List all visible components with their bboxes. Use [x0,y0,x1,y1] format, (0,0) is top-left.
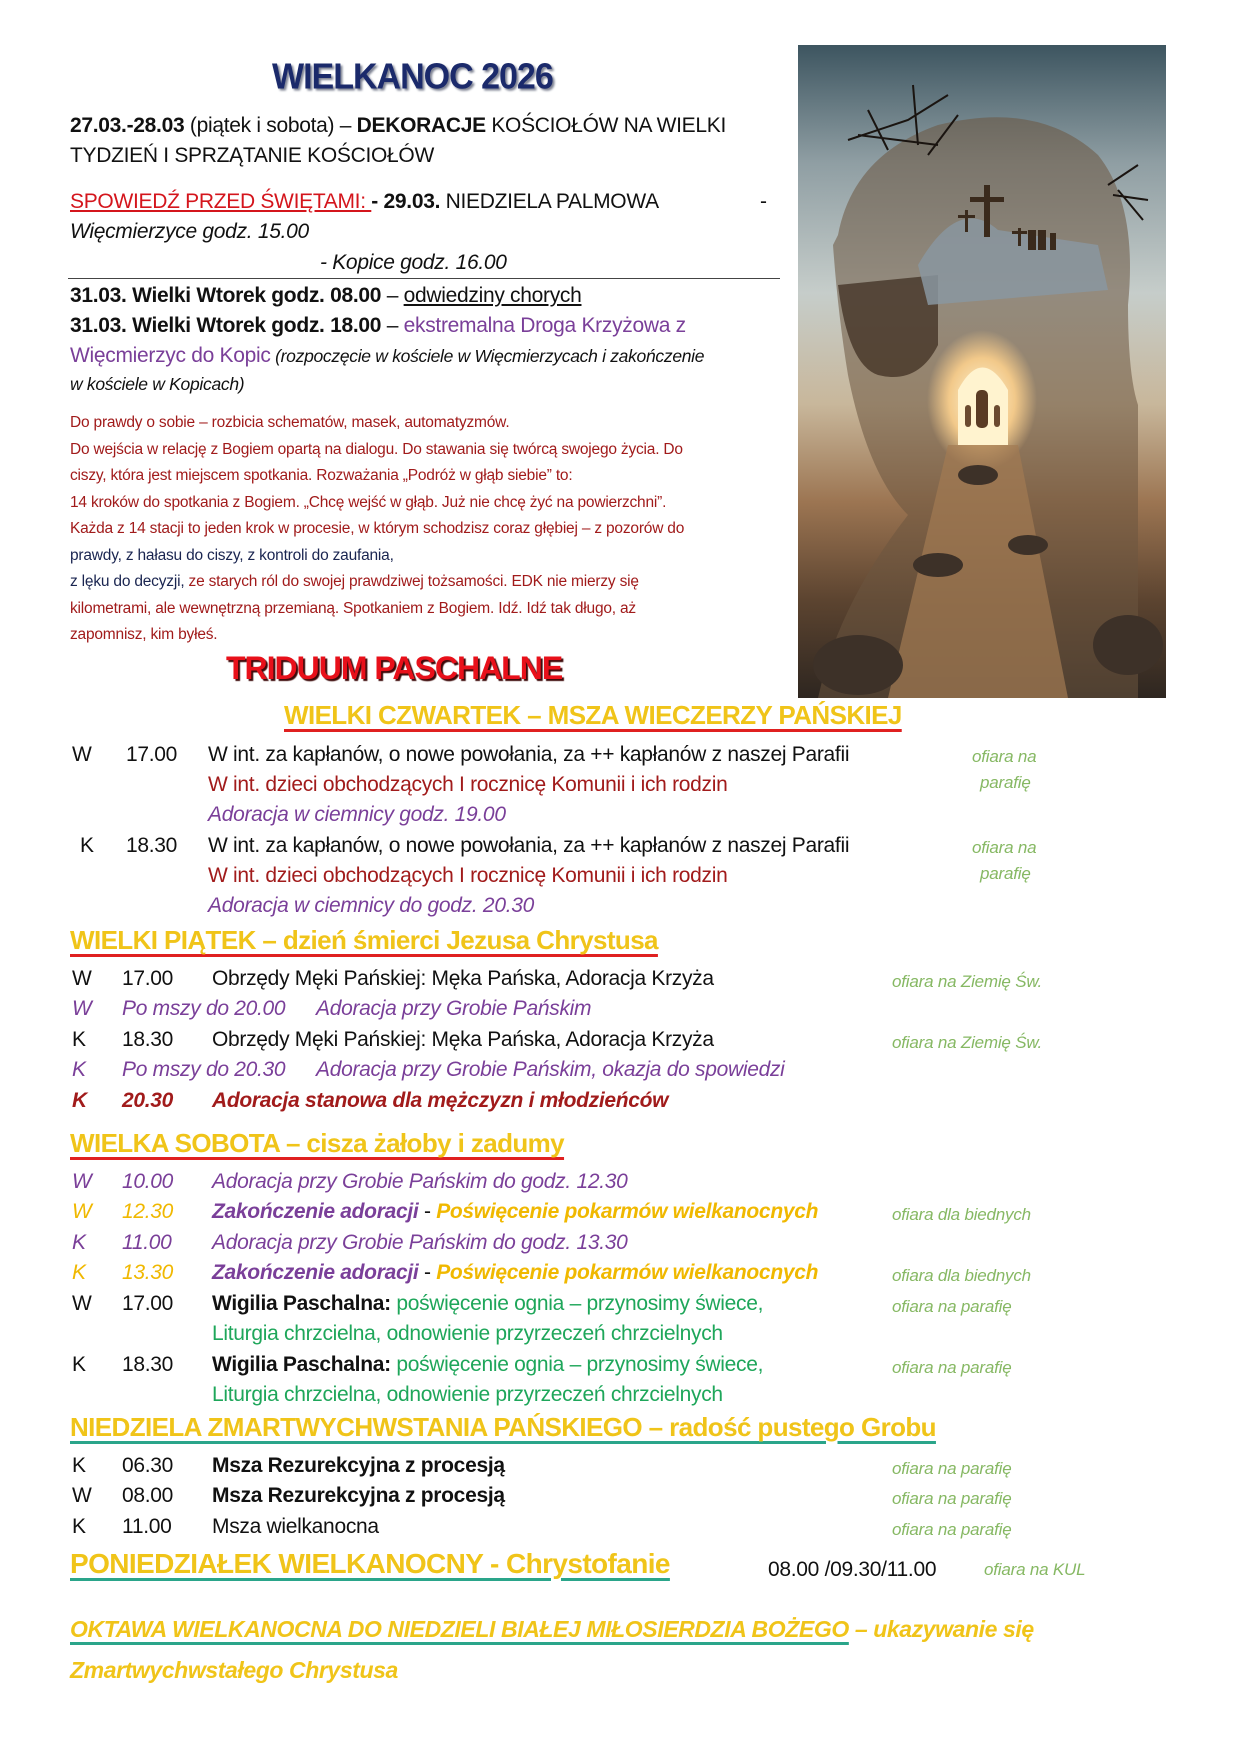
confession-dash: - [760,190,767,213]
mass-time: 11.00 [122,1515,172,1538]
saturday-vigil-row [0,1289,1240,1349]
adoration-note: Adoracja w ciemnicy do godz. 20.30 [208,894,534,917]
reflection-line: 14 kroków do spotkania z Bogiem. „Chcę wejść w głąb. Już nie chcę żyć na powierzchni”. [70,493,667,511]
church-code: K [72,1454,86,1477]
reflection-line: Do prawdy o sobie – rozbicia schematów, masek, automatyzmów. [70,414,510,431]
monday-times: 08.00 /09.30/11.00 [768,1558,937,1581]
service-desc [212,1197,818,1227]
sunday-row [0,1481,1240,1511]
vigil-label: Wigilia Paschalna: [212,1292,391,1315]
mass-time: 18.30 [126,834,178,857]
decoration-rest: KOŚCIOŁÓW NA WIELKI [485,114,727,137]
vigil-fire: poświęcenie ognia – przynosimy świece, [390,1353,764,1376]
service-desc: Obrzędy Męki Pańskiej: Męka Pańska, Adoracja Krzyża [212,967,714,990]
service-desc: Obrzędy Męki Pańskiej: Męka Pańska, Adoracja Krzyża [212,1028,714,1051]
vigil-label: Wigilia Paschalna: [212,1353,391,1376]
friday-row [0,964,1240,994]
sunday-row [0,1451,1240,1481]
mass-time: 10.00 [122,1170,174,1193]
tuesday-way-event-2: Więcmierzyc do Kopic [70,344,271,367]
confession-label: SPOWIEDŹ PRZED ŚWIĘTAMI: [70,190,372,213]
confession-date: - 29.03. [371,190,441,213]
christ-profile-illustration [798,45,1166,698]
church-code: W [72,967,92,990]
service-desc: Msza Rezurekcyjna z procesją [212,1484,505,1507]
sunday-row [0,1512,1240,1542]
offering: ofiara na [972,838,1037,857]
mass-time: 11.00 [122,1231,172,1254]
service-desc: Msza wielkanocna [212,1515,379,1538]
church-code: W [72,1484,92,1507]
mass-time: 08.00 [122,1484,174,1507]
octave-line-2: Zmartwychwstałego Chrystusa [70,1657,398,1683]
triduum-title: TRIDUUM PASCHALNE [226,650,563,686]
tuesday-way-line-2 [70,341,704,371]
confession-place-2: - Kopice godz. 16.00 [320,251,507,274]
friday-heading: WIELKI PIĄTEK – dzień śmierci Jezusa Chrystusa [70,925,658,955]
tuesday-visit-event: odwiedziny chorych [403,284,582,307]
reflection-line: Do wejścia w relację z Bogiem opartą na dialogu. Do stawania się twórcą swojego życia. Do [70,440,683,458]
thursday-row-w [0,740,1240,832]
church-code: K [72,1353,86,1376]
reflection-line: Każda z 14 stacji to jeden krok w procesie, w którym schodzisz coraz głębiej – z pozorów do [70,520,685,537]
decoration-dates: 27.03.-28.03 [70,114,185,137]
saturday-row [0,1228,1240,1258]
offering: parafię [980,773,1031,792]
reflection-text [70,410,790,649]
service-desc: Adoracja przy Grobie Pańskim [316,997,592,1020]
offering: ofiara na Ziemię Św. [892,1033,1043,1052]
reflection-fragment: ze starych ról do swojej prawdziwej tożsamości. EDK nie mierzy się [184,573,639,590]
mass-intention: W int. za kapłanów, o nowe powołania, za ++ kapłanów z naszej Parafii [208,834,850,857]
tuesday-visit-dash: – [381,284,404,307]
monday-heading: PONIEDZIAŁEK WIELKANOCNY - Chrystofanie [70,1548,670,1579]
reflection-fragment: z lęku do decyzji, [70,573,185,590]
mass-time: 17.00 [122,1292,174,1315]
thursday-row-k [0,831,1240,923]
octave-title: OKTAWA WIELKANOCNA DO NIEDZIELI BIAŁEJ MIŁOSIERDZIA BOŻEGO [70,1616,849,1642]
offering: ofiara dla biednych [892,1266,1031,1285]
friday-row [0,1025,1240,1055]
tuesday-way-event-1: ekstremalna Droga Krzyżowa z [403,314,686,337]
tuesday-way-bold: 31.03. Wielki Wtorek godz. 18.00 [70,314,382,337]
reflection-line: zapomnisz, kim byłeś. [70,626,218,643]
adoration-end: Zakończenie adoracji [212,1261,419,1284]
church-code: K [72,1515,86,1538]
monday-offering: ofiara na KUL [984,1560,1086,1579]
confession-day: NIEDZIELA PALMOWA [440,190,659,213]
mass-time: 20.30 [122,1089,174,1112]
tuesday-way-line-1 [70,311,686,341]
service-desc: Adoracja przy Grobie Pańskim do godz. 13.30 [212,1231,628,1254]
service-desc [212,1350,763,1380]
church-code: K [72,1058,86,1081]
friday-row [0,994,1240,1024]
church-code: W [72,1170,92,1193]
offering: ofiara na parafię [892,1520,1012,1539]
church-code: W [72,743,92,766]
church-code: K [72,1028,86,1051]
mass-intention-2: W int. dzieci obchodzących I rocznicę Komunii i ich rodzin [208,773,728,796]
saturday-row [0,1197,1240,1227]
thursday-heading: WIELKI CZWARTEK – MSZA WIECZERZY PAŃSKIEJ [284,700,902,730]
mass-time: 17.00 [126,743,178,766]
tuesday-visit-bold: 31.03. Wielki Wtorek godz. 08.00 [70,284,382,307]
reflection-line: prawdy, z hałasu do ciszy, z kontroli do zaufania, [70,546,394,564]
octave-line-1 [70,1616,1034,1643]
vigil-fire: poświęcenie ognia – przynosimy świece, [390,1292,764,1315]
saturday-heading: WIELKA SOBOTA – cisza żałoby i zadumy [70,1128,565,1158]
octave-rest: – ukazywanie się [848,1616,1034,1642]
mass-time: 18.30 [122,1028,174,1051]
tuesday-visit-line [70,281,581,311]
food-blessing: Poświęcenie pokarmów wielkanocnych [436,1261,819,1284]
service-desc: Adoracja stanowa dla mężczyzn i młodzieńców [212,1089,669,1112]
church-code: W [72,1292,92,1315]
saturday-row [0,1258,1240,1288]
offering: ofiara na parafię [892,1459,1012,1478]
saturday-row [0,1167,1240,1197]
offering: ofiara na [972,747,1037,766]
offering: parafię [980,864,1031,883]
tuesday-way-dash: – [381,314,404,337]
separator: - [418,1200,437,1223]
mass-time: Po mszy do 20.30 [122,1058,286,1081]
offering: ofiara na Ziemię Św. [892,972,1043,991]
adoration-end: Zakończenie adoracji [212,1200,419,1223]
decoration-line-1 [70,111,726,141]
church-code: K [80,834,94,857]
food-blessing: Poświęcenie pokarmów wielkanocnych [436,1200,819,1223]
confession-place-1: Więcmierzyce godz. 15.00 [70,220,309,243]
church-code: K [72,1261,86,1284]
service-desc: Adoracja przy Grobie Pańskim do godz. 12.30 [212,1170,628,1193]
divider [68,278,780,279]
church-code: K [72,1231,86,1254]
offering: ofiara na parafię [892,1489,1012,1508]
decoration-bold: DEKORACJE [356,114,486,137]
service-desc: Adoracja przy Grobie Pańskim, okazja do spowiedzi [316,1058,785,1081]
mass-time: 12.30 [122,1200,174,1223]
mass-intention: W int. za kapłanów, o nowe powołania, za ++ kapłanów z naszej Parafii [208,743,850,766]
confession-line [70,187,659,217]
friday-row [0,1055,1240,1085]
tuesday-way-note-1: (rozpoczęcie w kościele w Więcmierzycach i zakończenie [270,346,705,366]
sunday-heading: NIEDZIELA ZMARTWYCHWSTANIA PAŃSKIEGO – radość pustego Grobu [70,1412,936,1442]
church-code: W [72,997,92,1020]
page-title: WIELKANOC 2026 [272,57,553,97]
separator: - [418,1261,437,1284]
vigil-baptism: Liturgia chrzcielna, odnowienie przyrzeczeń chrzcielnych [212,1322,723,1345]
reflection-line: kilometrami, ale wewnętrzną przemianą. Spotkaniem z Bogiem. Idź. Idź tak długo, aż [70,599,636,617]
vigil-baptism: Liturgia chrzcielna, odnowienie przyrzeczeń chrzcielnych [212,1383,723,1406]
mass-time: 06.30 [122,1454,174,1477]
friday-row [0,1086,1240,1116]
mass-time: 17.00 [122,967,174,990]
church-code: K [72,1089,87,1112]
reflection-line: ciszy, która jest miejscem spotkania. Rozważania „Podróż w głąb siebie” to: [70,467,573,484]
service-desc [212,1289,763,1319]
mass-time: Po mszy do 20.00 [122,997,286,1020]
church-code: W [72,1200,92,1223]
offering: ofiara na parafię [892,1297,1012,1316]
decoration-line-2: TYDZIEŃ I SPRZĄTANIE KOŚCIOŁÓW [70,144,434,167]
decoration-days: (piątek i sobota) – [184,114,357,137]
offering: ofiara na parafię [892,1358,1012,1377]
christ-double-exposure-image [798,45,1166,698]
tuesday-way-note-2: w kościele w Kopicach) [70,374,245,394]
mass-time: 13.30 [122,1261,174,1284]
saturday-vigil-row [0,1350,1240,1410]
adoration-note: Adoracja w ciemnicy godz. 19.00 [208,803,506,826]
service-desc [212,1258,818,1288]
mass-intention-2: W int. dzieci obchodzących I rocznicę Komunii i ich rodzin [208,864,728,887]
service-desc: Msza Rezurekcyjna z procesją [212,1454,505,1477]
offering: ofiara dla biednych [892,1205,1031,1224]
mass-time: 18.30 [122,1353,174,1376]
reflection-line [70,569,790,596]
